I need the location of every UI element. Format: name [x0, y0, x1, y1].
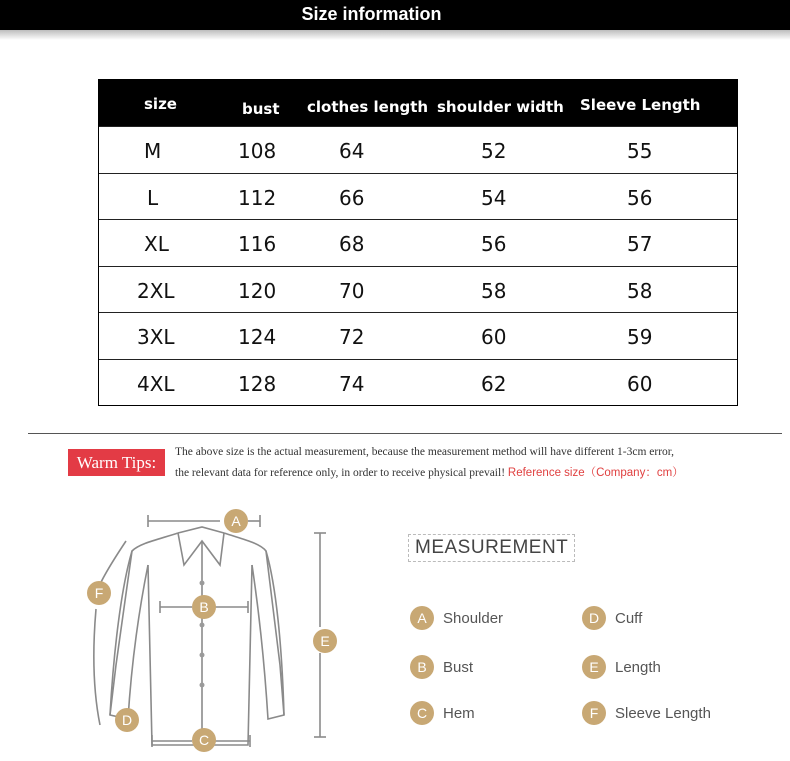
cell-bust: 112 — [238, 185, 277, 210]
shirt-outline-icon — [70, 505, 350, 756]
column-header-sleeve-length: Sleeve Length — [580, 96, 701, 114]
legend-b-icon: B — [410, 655, 434, 679]
cell-sleeve-length: 59 — [627, 325, 653, 349]
legend-d-icon: D — [582, 606, 606, 630]
cell-clothes-length: 64 — [339, 139, 365, 163]
marker-f-icon: F — [87, 581, 111, 605]
header-bar — [0, 0, 790, 30]
tip-text-line-1: The above size is the actual measurement, because the measurement method will have different 1-3cm error, — [175, 446, 675, 458]
marker-a-icon: A — [224, 509, 248, 533]
cell-size: L — [147, 185, 159, 210]
cell-size: XL — [144, 232, 169, 256]
legend-f-icon: F — [582, 701, 606, 725]
cell-bust: 124 — [238, 325, 277, 349]
cell-bust: 116 — [238, 232, 277, 256]
cell-shoulder-width: 52 — [481, 139, 507, 163]
size-table — [98, 79, 738, 406]
table-row — [99, 173, 737, 220]
tip-text-line-2 — [175, 464, 684, 480]
cell-size: 2XL — [137, 278, 175, 303]
reference-size-note: Reference size（Company：cm） — [507, 467, 684, 479]
legend-label: Bust — [443, 658, 474, 676]
cell-shoulder-width: 56 — [481, 232, 507, 256]
cell-size: 3XL — [137, 325, 175, 349]
legend-label: Hem — [443, 704, 475, 722]
marker-c-icon: C — [192, 728, 216, 752]
column-header-bust: bust — [242, 100, 280, 118]
cell-sleeve-length: 56 — [627, 185, 653, 210]
cell-clothes-length: 68 — [339, 232, 365, 256]
legend-c-icon: C — [410, 701, 434, 725]
cell-clothes-length: 72 — [339, 325, 365, 349]
cell-bust: 108 — [238, 139, 277, 163]
section-divider — [28, 433, 782, 434]
marker-d-icon: D — [115, 708, 139, 732]
legend-a-icon: A — [410, 606, 434, 630]
legend-label: Length — [615, 658, 661, 676]
cell-sleeve-length: 55 — [627, 139, 653, 163]
table-header — [99, 80, 737, 126]
legend-label: Sleeve Length — [615, 704, 711, 722]
header-shadow — [0, 30, 790, 40]
legend-item-length — [582, 655, 661, 679]
legend-item-shoulder — [410, 606, 503, 630]
table-row — [99, 126, 737, 173]
cell-bust: 128 — [238, 371, 277, 396]
legend-label: Cuff — [615, 609, 643, 627]
cell-shoulder-width: 54 — [481, 185, 507, 210]
legend-item-hem — [410, 701, 475, 725]
table-row — [99, 312, 737, 359]
page-title: Size information — [301, 4, 442, 24]
legend-e-icon: E — [582, 655, 606, 679]
cell-size: M — [144, 139, 162, 163]
cell-sleeve-length: 57 — [627, 232, 653, 256]
table-row — [99, 266, 737, 313]
legend-item-cuff — [582, 606, 642, 630]
marker-e-icon: E — [313, 629, 337, 653]
legend-item-sleeve-length — [582, 701, 711, 725]
cell-shoulder-width: 60 — [481, 325, 507, 349]
table-row — [99, 219, 737, 266]
shirt-diagram — [70, 505, 350, 756]
cell-shoulder-width: 58 — [481, 278, 507, 303]
cell-size: 4XL — [137, 371, 175, 396]
cell-bust: 120 — [238, 278, 277, 303]
cell-sleeve-length: 58 — [627, 278, 653, 303]
table-row — [99, 359, 737, 406]
warm-tips-badge: Warm Tips: — [68, 449, 165, 476]
cell-clothes-length: 70 — [339, 278, 365, 303]
tip-text-line-2-body: the relevant data for reference only, in order to receive physical prevail! — [175, 467, 506, 479]
column-header-size: size — [144, 95, 177, 113]
cell-clothes-length: 66 — [339, 185, 365, 210]
column-header-shoulder-width: shoulder width — [437, 98, 564, 116]
legend-label: Shoulder — [443, 609, 504, 627]
measurement-title: MEASUREMENT — [408, 534, 575, 562]
cell-sleeve-length: 60 — [627, 371, 653, 396]
cell-shoulder-width: 62 — [481, 371, 507, 396]
cell-clothes-length: 74 — [339, 371, 365, 396]
marker-b-icon: B — [192, 595, 216, 619]
legend-item-bust — [410, 655, 473, 679]
column-header-clothes-length: clothes length — [307, 98, 429, 116]
